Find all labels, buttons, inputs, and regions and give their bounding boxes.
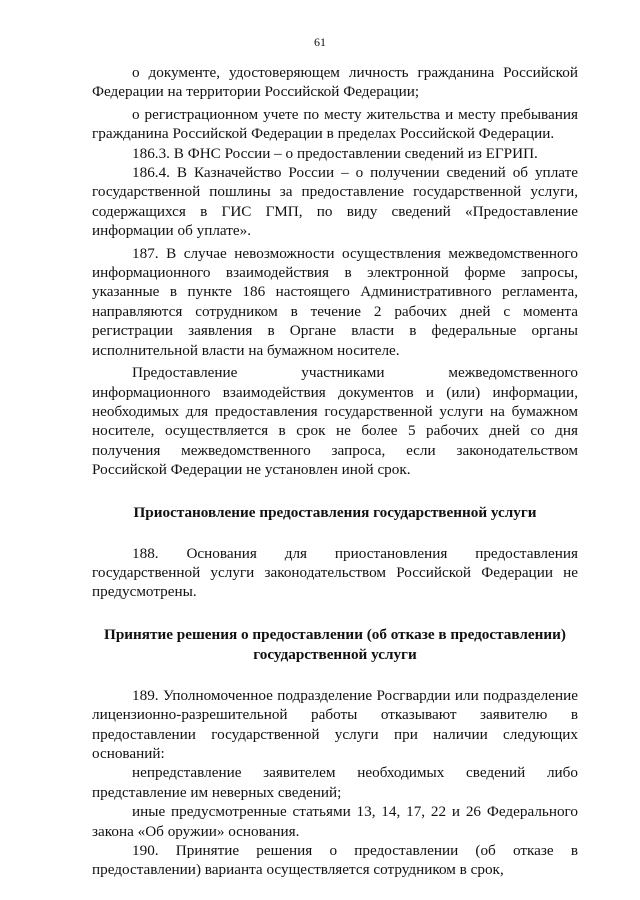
paragraph: иные предусмотренные статьями 13, 14, 17, 22 и 26 Федерального закона «Об оружии» основания.	[92, 803, 578, 840]
paragraph: 190. Принятие решения о предоставлении (об отказе в предоставлении) варианта осуществляется сотрудником в срок,	[92, 842, 578, 879]
paragraph: 189. Уполномоченное подразделение Росгвардии или подразделение лицензионно-разрешительной работы отказывают заявителю в предоставлении государственной услуги при наличии следующих оснований:	[92, 686, 578, 762]
document-body	[92, 63, 578, 880]
paragraph: 187. В случае невозможности осуществления межведомственного информационного взаимодействия в электронной форме запросы, указанные в пункте 186 настоящего Административного регламента, направляются сотрудником в течение 2 рабочих дней с момента регистрации заявления в Органе власти в федеральные органы исполнительной власти на бумажном носителе.	[92, 244, 578, 359]
section-heading: Принятие решения о предоставлении (об отказе в предоставлении) государственной услуги	[104, 625, 566, 663]
paragraph: о регистрационном учете по месту жительства и месту пребывания гражданина Российской Федерации в пределах Российской Федерации.	[92, 105, 578, 143]
paragraph: непредставление заявителем необходимых сведений либо представление им неверных сведений;	[92, 764, 578, 801]
paragraph: 186.3. В ФНС России – о предоставлении сведений из ЕГРИП.	[132, 144, 538, 162]
paragraph: Предоставление участниками межведомственного информационного взаимодействия документов и (или) информации, необходимых для предоставления государственной услуги на бумажном носителе, осуществляется в срок не более 5 рабочих дней со дня получения межведомственного запроса, если законодательством Российской Федерации не установлен иной срок.	[92, 364, 578, 479]
paragraph: о документе, удостоверяющем личность гражданина Российской Федерации на территории Российской Федерации;	[92, 64, 578, 101]
paragraph: 186.4. В Казначейство России – о получении сведений об уплате государственной пошлины за предоставление государственной услуги, содержащихся в ГИС ГМП, по виду сведений «Предоставление информации об уплате».	[92, 164, 578, 240]
page-number: 61	[314, 35, 326, 49]
paragraph: 188. Основания для приостановления предоставления государственной услуги законодательством Российской Федерации не предусмотрены.	[92, 544, 578, 601]
section-heading: Приостановление предоставления государственной услуги	[133, 503, 537, 521]
